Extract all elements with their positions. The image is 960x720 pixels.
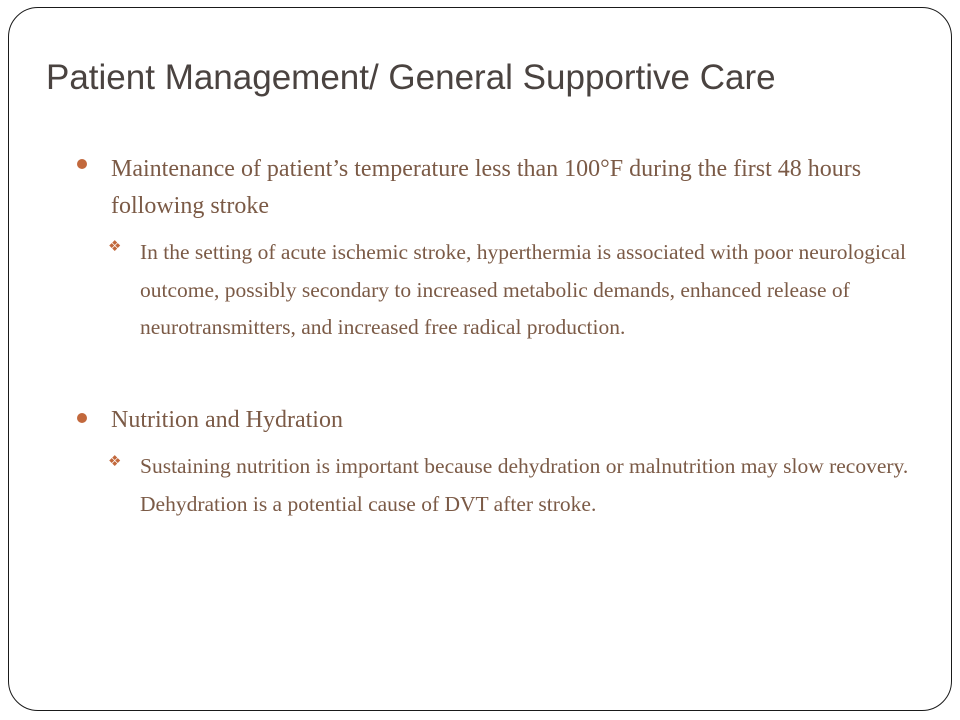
slide-frame <box>8 7 952 711</box>
bullet-item-temperature: Maintenance of patient’s temperature less than 100°F during the first 48 hours following stroke <box>111 156 862 219</box>
bullet-item-nutrition: Nutrition and Hydration <box>111 407 343 433</box>
dot-bullet-icon <box>77 159 87 169</box>
sub-bullet-hyperthermia: In the setting of acute ischemic stroke, hyperthermia is associated with poor neurological outcome, possibly secondary to increased metabolic demands, enhanced release of neurotransmitters, and increased free radical production. <box>140 240 907 339</box>
diamond-bullet-icon: ❖ <box>108 237 122 255</box>
slide-title: Patient Management/ General Supportive Care <box>46 58 776 97</box>
diamond-bullet-icon: ❖ <box>108 452 122 470</box>
dot-bullet-icon <box>77 413 87 423</box>
sub-bullet-dehydration: Sustaining nutrition is important because dehydration or malnutrition may slow recovery. Dehydration is a potential cause of DVT after stroke. <box>140 454 909 516</box>
